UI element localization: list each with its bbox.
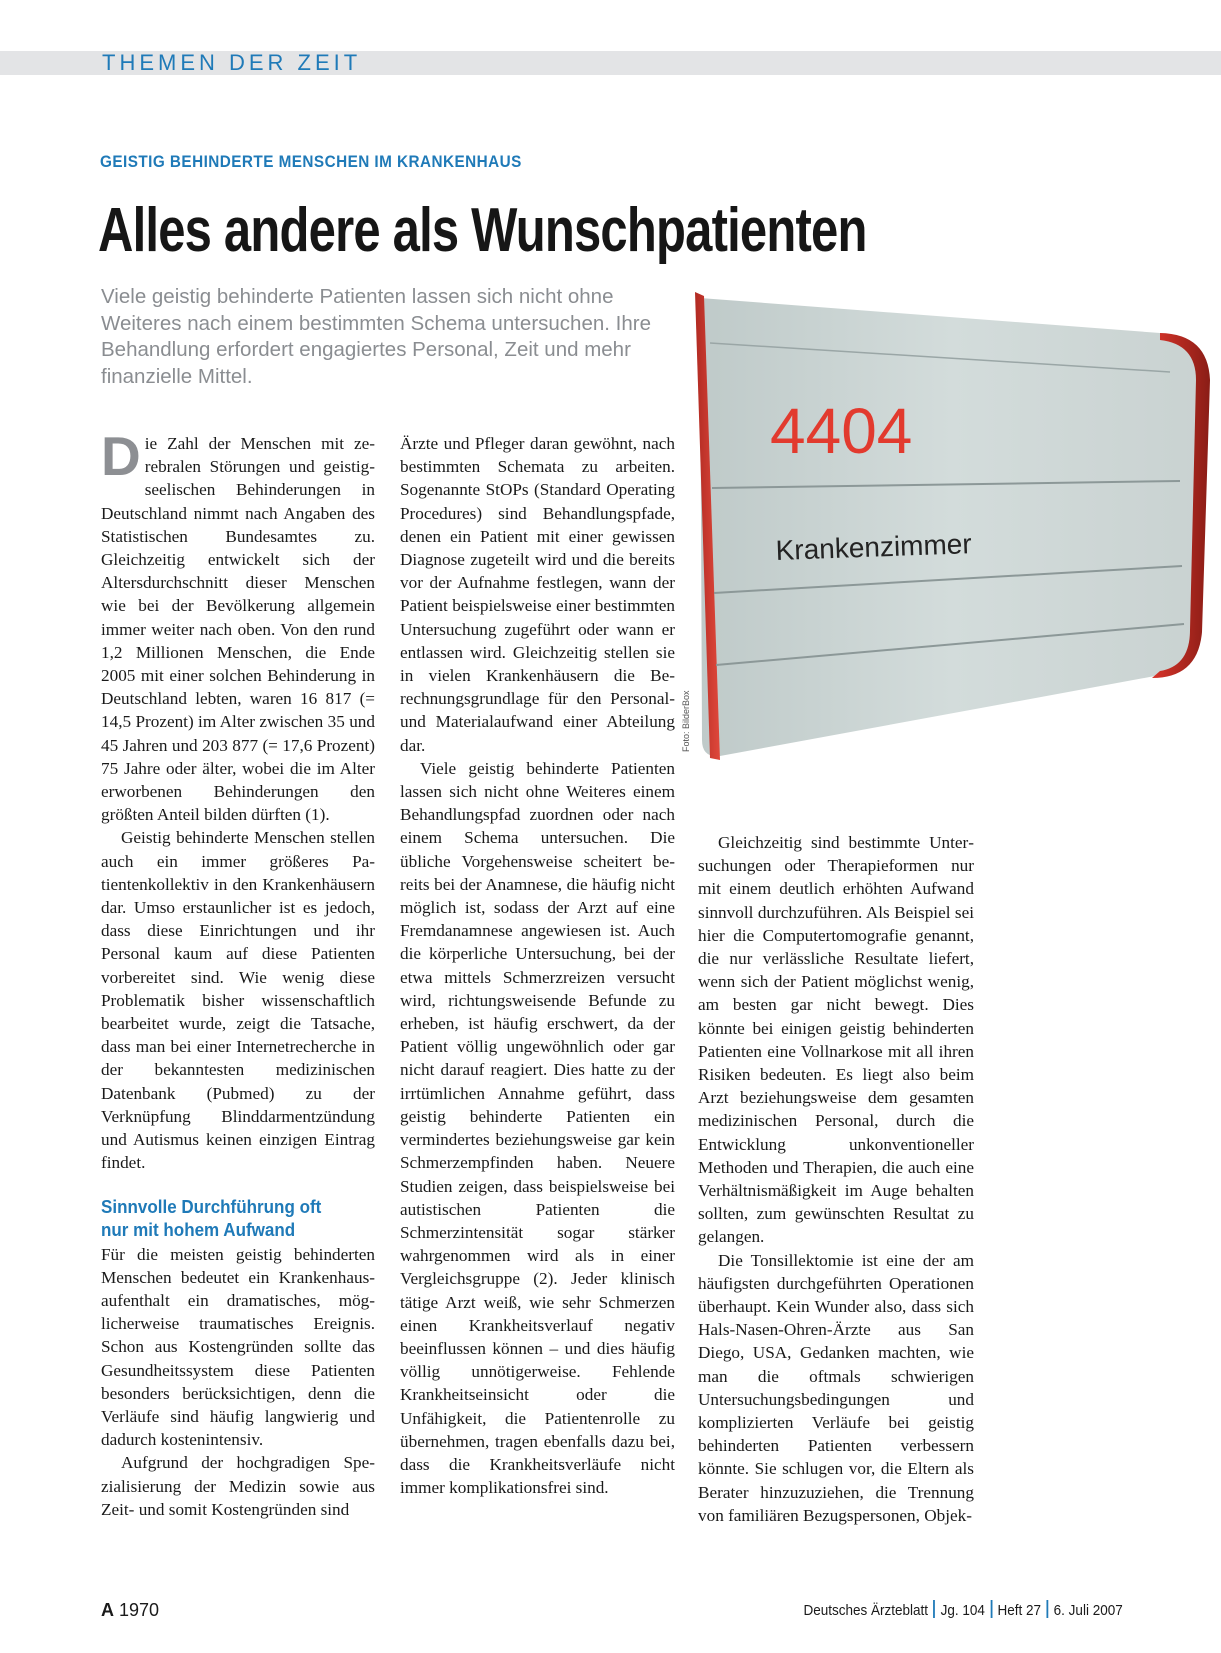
article-column-1 <box>101 425 375 1521</box>
subhead-line: nur mit hohem Aufwand <box>101 1218 296 1240</box>
article-headline: Alles andere als Wunschpatienten <box>98 196 867 265</box>
separator <box>991 1600 993 1618</box>
paragraph <box>101 425 375 826</box>
article-column-2 <box>400 432 675 1499</box>
room-label: Krankenzimmer <box>775 528 973 566</box>
journal-date: 6. Juli 2007 <box>1053 1602 1123 1619</box>
paragraph: Für die meisten geistig behinderten Menschen bedeutet ein Krankenhausaufenthalt ein dramatisches, möglicherweise traumatisches Ereignis. Schon aus Kostengründen sollte das Gesundheitssystem diese Patienten besonders berücksichtigen, denn die Verläufe sind häufig langwierig und dadurch kostenintensiv. <box>101 1244 375 1450</box>
paragraph: Die Tonsillektomie ist eine der am häufigsten durchgeführten Operationen überhaupt. Kein Wunder also, dass sich Hals-Nasen-Ohren-Ärzte aus San Diego, USA, Gedanken machten, wie man die oftmals schwierigen Untersuchungsbedingungen und komplizierten Verläufe bei geistig behinderten Patienten verbessern könnte. Sie schlugen vor, die Eltern als Berater hinzuzuziehen, die Trennung von familiären Bezugspersonen, Objek- <box>698 1250 974 1525</box>
paragraph: Ärzte und Pfleger daran gewöhnt, nach bestimmten Schemata zu arbeiten. Sogenannte StOPs (Standard Operating Procedures) sind Behandlungspfade, denen ein Patient mit einer gewissen Diagnose zugeteilt wird und die bereits vor der Aufnahme festlegen, wann der Patient beispielsweise einer bestimmten Untersuchung zugeführt oder wann er entlassen wird. Gleichzeitig stellen sie in vielen Krankenhäusern die Berechnungsgrundlage für den Personal- und Materialaufwand einer Abteilung dar. <box>400 434 675 755</box>
paragraph-text: ie Zahl der Menschen mit zerebralen Störungen und geistig-seelischen Behinderungen in Deutschland nimmt nach Angaben des Statistischen Bundesamtes zu. Gleichzeitig entwickelt sich der Altersdurchschnitt dieser Menschen wie bei der Bevölkerung allgemein immer weiter nach oben. Von den rund 1,2 Millionen Menschen, die Ende 2005 mit einer solchen Behinderung in Deutschland lebten, waren 16 817 (= 14,5 Prozent) im Alter zwischen 35 und 45 Jahren und 203 877 (= 17,6 Prozent) 75 Jahre oder älter, wobei die im Alter erworbenen Behinderungen den größten Anteil bilden dürften (1). <box>101 434 375 825</box>
article-column-3 <box>698 831 974 1527</box>
drop-cap: D <box>101 425 141 487</box>
paragraph: Gleichzeitig sind bestimmte Untersuchungen oder Therapieformen nur mit einem deutlich erhöhten Aufwand sinnvoll durchzuführen. Als Beispiel sei hier die Computertomografie genannt, die nur verlässliche Resultate liefert, wenn sich der Patient möglichst wenig, am besten gar nicht bewegt. Dies könnte bei einigen geistig behinderten Patienten eine Vollnarkose mit all ihren Risiken bedeuten. Es liegt also beim Arzt beziehungsweise dem gesamten medizinischen Personal, durch die Entwicklung unkonventioneller Methoden und Therapien, die auch eine Verhältnismäßigkeit im Auge behalten sollten, zum gewünschten Resultat zu gelangen. <box>698 833 974 1247</box>
journal-name: Deutsches Ärzteblatt <box>803 1602 929 1619</box>
paragraph: Viele geistig behinderte Patienten lassen sich nicht ohne Weiteres einem Behandlungspfad zuordnen oder nach einem Schema untersuchen. Die übliche Vorgehensweise scheitert bereits bei der Anamnese, die häufig nicht möglich ist, sodass der Arzt auf eine Fremdanamnese angewiesen ist. Auch die körperliche Untersuchung, bei der etwa mittels Schmerzreizen versucht wird, richtungsweisende Befunde zu erheben, ist häufig erschwert, da der Patient völlig ungewöhnlich oder gar nicht darauf reagiert. Dies hatte zu der irrtümlichen Annahme geführt, dass geistig behinderte Patienten ein vermindertes beziehungsweise gar kein Schmerzempfinden haben. Neuere Studien zeigen, dass beispielsweise bei autistischen Patienten die Schmerzintensität sogar stärker wahrgenommen wird als in einer Vergleichsgruppe (2). Jeder klinisch tätige Arzt weiß, wie sehr Schmerzen einen Krankheitsverlauf negativ beeinflussen können – und dies häufig völlig unnötigerweise. Fehlende Krankheitseinsicht oder die Unfähigkeit, die Patientenrolle zu übernehmen, tragen ebenfalls dazu bei, dass die Krankheitsverläufe nicht immer komplikationsfrei sind. <box>400 758 675 1498</box>
article-lead: Viele geistig behinderte Patienten lassen sich nicht ohne Weiteres nach einem bestimmten Schema untersuchen. Ihre Behandlung erfordert engagiertes Personal, Zeit und mehr finanzielle Mittel. <box>101 285 651 388</box>
journal-issue: Heft 27 <box>997 1602 1042 1619</box>
separator <box>1047 1600 1049 1618</box>
page-number-value: 1970 <box>119 1600 160 1620</box>
page-prefix: A <box>101 1600 114 1620</box>
photo-credit: Foto: BilderBox <box>681 690 691 752</box>
room-sign-photo <box>690 288 1220 793</box>
paragraph: Aufgrund der hochgradigen Spezialisierung der Medizin sowie aus Zeit- und somit Kostengründen sind <box>101 1453 375 1519</box>
article-subhead <box>101 1195 353 1241</box>
paragraph: Geistig behinderte Menschen stellen auch ein immer größeres Patientenkollektiv in den Krankenhäusern dar. Umso erstaunlicher ist es jedoch, dass diese Einrichtungen und ihr Personal kaum auf diese Patienten vorbereitet sind. Wie wenig diese Problematik bisher wissenschaftlich bearbeitet wurde, zeigt die Tatsache, dass man bei einer Internetrecherche in der bekanntesten medizinischen Datenbank (Pubmed) zu der Verknüpfung Blinddarmentzündung und Autismus keinen einzigen Eintrag findet. <box>101 828 375 1173</box>
journal-reference <box>804 1600 1123 1619</box>
journal-volume: Jg. 104 <box>940 1602 986 1619</box>
page-number <box>101 1600 159 1621</box>
section-label: THEMEN DER ZEIT <box>102 50 362 75</box>
article-kicker: GEISTIG BEHINDERTE MENSCHEN IM KRANKENHAUS <box>100 152 522 171</box>
room-number: 4404 <box>770 395 913 467</box>
subhead-line: Sinnvolle Durchführung oft <box>101 1195 322 1217</box>
separator <box>934 1600 936 1618</box>
